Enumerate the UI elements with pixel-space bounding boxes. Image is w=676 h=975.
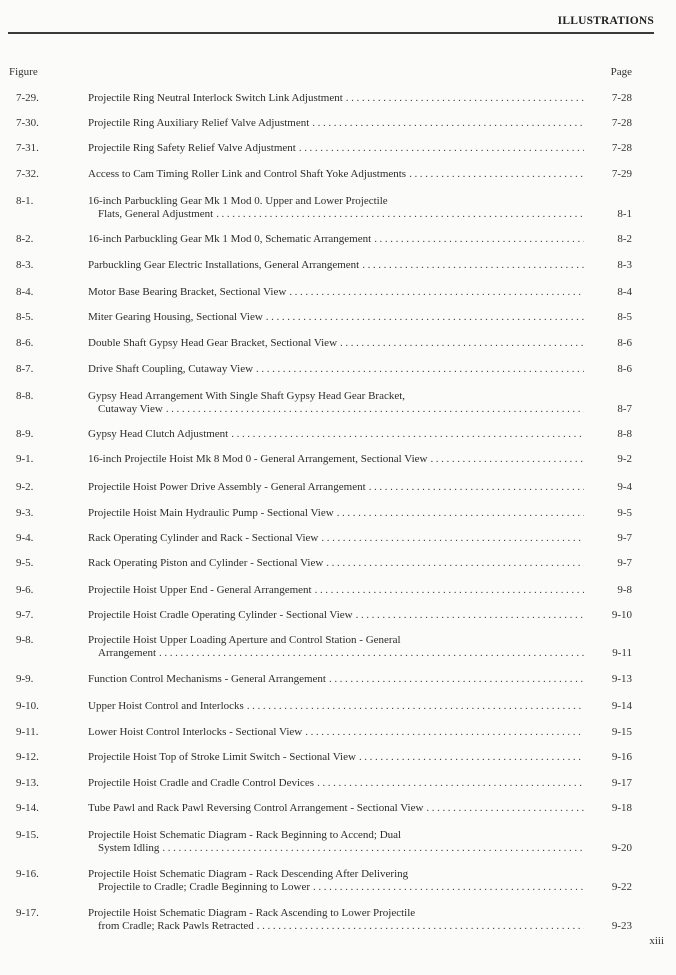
title-line bbox=[88, 842, 584, 855]
figure-title bbox=[88, 92, 584, 105]
figure-number: 9-10. bbox=[16, 700, 39, 712]
title-text: Projectile Hoist Upper End - General Arrangement bbox=[88, 584, 312, 596]
title-line bbox=[88, 700, 584, 713]
title-line bbox=[88, 311, 584, 324]
title-text: Flats, General Adjustment bbox=[98, 208, 214, 220]
page-reference: 9-13 bbox=[611, 673, 632, 685]
title-line bbox=[88, 634, 584, 647]
figure-title bbox=[88, 117, 584, 130]
title-line bbox=[88, 557, 584, 570]
title-line bbox=[88, 829, 584, 842]
title-line bbox=[88, 453, 584, 466]
title-line bbox=[88, 390, 584, 403]
title-line bbox=[88, 195, 584, 208]
page-reference: 8-8 bbox=[617, 428, 632, 440]
title-line bbox=[88, 881, 584, 894]
figure-title bbox=[88, 532, 584, 545]
dot-leader bbox=[430, 453, 584, 466]
figure-number: 7-29. bbox=[16, 92, 39, 104]
figure-number: 8-7. bbox=[16, 363, 34, 375]
title-line bbox=[88, 673, 584, 686]
figure-title bbox=[88, 907, 584, 933]
title-line bbox=[88, 907, 584, 920]
page-reference: 8-4 bbox=[617, 286, 632, 298]
dot-leader bbox=[317, 777, 584, 790]
figure-number: 8-4. bbox=[16, 286, 34, 298]
figure-title bbox=[88, 557, 584, 570]
page-reference: 8-7 bbox=[617, 403, 632, 415]
page-reference: 9-15 bbox=[611, 726, 632, 738]
title-text: 16-inch Parbuckling Gear Mk 1 Mod 0, Schematic Arrangement bbox=[88, 233, 372, 245]
page-reference: 9-22 bbox=[611, 881, 632, 893]
figure-title bbox=[88, 195, 584, 221]
title-line bbox=[88, 117, 584, 130]
page-reference: 9-14 bbox=[611, 700, 632, 712]
page-reference: 7-29 bbox=[611, 168, 632, 180]
title-text: Cutaway View bbox=[98, 403, 163, 415]
column-header-figure: Figure bbox=[9, 66, 38, 78]
title-text: Projectile Hoist Cradle Operating Cylinder - Sectional View bbox=[88, 609, 353, 621]
dot-leader bbox=[337, 507, 584, 520]
figure-title bbox=[88, 507, 584, 520]
title-line bbox=[88, 532, 584, 545]
dot-leader bbox=[162, 842, 584, 855]
figure-title bbox=[88, 337, 584, 350]
title-text: Tube Pawl and Rack Pawl Reversing Control Arrangement - Sectional View bbox=[88, 802, 424, 814]
page-reference: 9-2 bbox=[617, 453, 632, 465]
title-text: Double Shaft Gypsy Head Gear Bracket, Sectional View bbox=[88, 337, 338, 349]
figure-title bbox=[88, 168, 584, 181]
title-line bbox=[88, 647, 584, 660]
page-reference: 9-17 bbox=[611, 777, 632, 789]
figure-number: 9-11. bbox=[16, 726, 39, 738]
dot-leader bbox=[426, 802, 584, 815]
title-text: Gypsy Head Arrangement With Single Shaft Gypsy Head Gear Bracket, bbox=[88, 390, 406, 402]
title-text: 16-inch Parbuckling Gear Mk 1 Mod 0. Upper and Lower Projectile bbox=[88, 195, 388, 207]
dot-leader bbox=[256, 363, 584, 376]
page-reference: 8-2 bbox=[617, 233, 632, 245]
title-text: Parbuckling Gear Electric Installations, General Arrangement bbox=[88, 259, 360, 271]
title-line bbox=[88, 428, 584, 441]
dot-leader bbox=[369, 481, 584, 494]
figure-title bbox=[88, 726, 584, 739]
title-text: Access to Cam Timing Roller Link and Control Shaft Yoke Adjustments bbox=[88, 168, 407, 180]
figure-number: 9-12. bbox=[16, 751, 39, 763]
title-text: Arrangement bbox=[98, 647, 157, 659]
page-reference: 9-16 bbox=[611, 751, 632, 763]
figure-number: 8-3. bbox=[16, 259, 34, 271]
page-reference: 9-20 bbox=[611, 842, 632, 854]
figure-number: 7-30. bbox=[16, 117, 39, 129]
figure-number: 9-4. bbox=[16, 532, 34, 544]
dot-leader bbox=[340, 337, 584, 350]
title-line bbox=[88, 584, 584, 597]
title-text: Projectile Hoist Top of Stroke Limit Switch - Sectional View bbox=[88, 751, 356, 763]
figure-title bbox=[88, 390, 584, 416]
title-line bbox=[88, 481, 584, 494]
dot-leader bbox=[231, 428, 584, 441]
dot-leader bbox=[374, 233, 584, 246]
figure-number: 7-31. bbox=[16, 142, 39, 154]
title-line bbox=[88, 920, 584, 933]
figure-number: 9-15. bbox=[16, 829, 39, 841]
title-text: Lower Hoist Control Interlocks - Sectional View bbox=[88, 726, 303, 738]
page-reference: 9-11 bbox=[612, 647, 632, 659]
figure-title bbox=[88, 363, 584, 376]
figure-title bbox=[88, 751, 584, 764]
title-line bbox=[88, 337, 584, 350]
title-text: Projectile Hoist Main Hydraulic Pump - Sectional View bbox=[88, 507, 334, 519]
title-text: Projectile Hoist Schematic Diagram - Rack Beginning to Accend; Dual bbox=[88, 829, 402, 841]
page-reference: 9-5 bbox=[617, 507, 632, 519]
figure-title bbox=[88, 777, 584, 790]
dot-leader bbox=[305, 726, 584, 739]
page-reference: 7-28 bbox=[611, 142, 632, 154]
title-line bbox=[88, 507, 584, 520]
dot-leader bbox=[315, 584, 584, 597]
dot-leader bbox=[247, 700, 584, 713]
header-rule bbox=[8, 32, 654, 34]
figure-title bbox=[88, 609, 584, 622]
title-line bbox=[88, 726, 584, 739]
dot-leader bbox=[329, 673, 584, 686]
page-reference: 8-6 bbox=[617, 337, 632, 349]
figure-number: 9-7. bbox=[16, 609, 34, 621]
dot-leader bbox=[409, 168, 584, 181]
page-reference: 8-5 bbox=[617, 311, 632, 323]
title-line bbox=[88, 286, 584, 299]
title-text: Projectile Ring Safety Relief Valve Adjustment bbox=[88, 142, 296, 154]
title-line bbox=[88, 233, 584, 246]
figure-number: 9-16. bbox=[16, 868, 39, 880]
title-line bbox=[88, 802, 584, 815]
figure-title bbox=[88, 453, 584, 466]
figure-number: 8-5. bbox=[16, 311, 34, 323]
title-line bbox=[88, 777, 584, 790]
dot-leader bbox=[326, 557, 584, 570]
figure-number: 9-5. bbox=[16, 557, 34, 569]
figure-title bbox=[88, 829, 584, 855]
figure-title bbox=[88, 868, 584, 894]
figure-title bbox=[88, 428, 584, 441]
figure-title bbox=[88, 286, 584, 299]
title-text: from Cradle; Rack Pawls Retracted bbox=[98, 920, 254, 932]
figure-title bbox=[88, 700, 584, 713]
title-text: Rack Operating Cylinder and Rack - Sectional View bbox=[88, 532, 319, 544]
page-reference: 8-1 bbox=[617, 208, 632, 220]
title-text: Gypsy Head Clutch Adjustment bbox=[88, 428, 229, 440]
figure-number: 8-6. bbox=[16, 337, 34, 349]
figure-number: 9-3. bbox=[16, 507, 34, 519]
figure-title bbox=[88, 584, 584, 597]
title-line bbox=[88, 92, 584, 105]
title-line bbox=[88, 868, 584, 881]
figure-number: 9-9. bbox=[16, 673, 34, 685]
dot-leader bbox=[257, 920, 584, 933]
figure-number: 9-8. bbox=[16, 634, 34, 646]
figure-title bbox=[88, 142, 584, 155]
title-text: 16-inch Projectile Hoist Mk 8 Mod 0 - General Arrangement, Sectional View bbox=[88, 453, 428, 465]
figure-number: 7-32. bbox=[16, 168, 39, 180]
dot-leader bbox=[362, 259, 584, 272]
figure-title bbox=[88, 311, 584, 324]
title-line bbox=[88, 751, 584, 764]
title-line bbox=[88, 363, 584, 376]
dot-leader bbox=[289, 286, 584, 299]
title-text: Rack Operating Piston and Cylinder - Sectional View bbox=[88, 557, 324, 569]
dot-leader bbox=[216, 208, 584, 221]
title-text: Projectile Hoist Schematic Diagram - Rack Ascending to Lower Projectile bbox=[88, 907, 416, 919]
dot-leader bbox=[159, 647, 584, 660]
page-reference: 9-10 bbox=[611, 609, 632, 621]
title-text: Projectile Hoist Power Drive Assembly - General Arrangement bbox=[88, 481, 366, 493]
dot-leader bbox=[356, 609, 584, 622]
figure-number: 8-9. bbox=[16, 428, 34, 440]
dot-leader bbox=[166, 403, 584, 416]
page-reference: 9-18 bbox=[611, 802, 632, 814]
figure-number: 8-2. bbox=[16, 233, 34, 245]
dot-leader bbox=[313, 881, 584, 894]
title-line bbox=[88, 259, 584, 272]
title-text: Projectile Hoist Schematic Diagram - Rack Descending After Delivering bbox=[88, 868, 409, 880]
page-reference: 7-28 bbox=[611, 92, 632, 104]
page-number: xiii bbox=[649, 935, 664, 947]
title-text: Projectile Hoist Upper Loading Aperture and Control Station - General bbox=[88, 634, 401, 646]
dot-leader bbox=[266, 311, 584, 324]
page-reference: 9-8 bbox=[617, 584, 632, 596]
dot-leader bbox=[346, 92, 584, 105]
column-header-page: Page bbox=[610, 66, 632, 78]
title-line bbox=[88, 168, 584, 181]
title-text: Function Control Mechanisms - General Arrangement bbox=[88, 673, 326, 685]
page-reference: 9-23 bbox=[611, 920, 632, 932]
page-reference: 7-28 bbox=[611, 117, 632, 129]
title-line bbox=[88, 208, 584, 221]
title-line bbox=[88, 403, 584, 416]
figure-title bbox=[88, 634, 584, 660]
title-text: Projectile Hoist Cradle and Cradle Control Devices bbox=[88, 777, 315, 789]
title-text: System Idling bbox=[98, 842, 160, 854]
figure-number: 8-8. bbox=[16, 390, 34, 402]
page-reference: 9-7 bbox=[617, 532, 632, 544]
title-text: Miter Gearing Housing, Sectional View bbox=[88, 311, 263, 323]
page-reference: 9-4 bbox=[617, 481, 632, 493]
title-text: Projectile to Cradle; Cradle Beginning to Lower bbox=[98, 881, 311, 893]
page-reference: 8-3 bbox=[617, 259, 632, 271]
dot-leader bbox=[299, 142, 584, 155]
title-text: Drive Shaft Coupling, Cutaway View bbox=[88, 363, 254, 375]
dot-leader bbox=[321, 532, 584, 545]
figure-number: 9-2. bbox=[16, 481, 34, 493]
title-line bbox=[88, 609, 584, 622]
figure-title bbox=[88, 673, 584, 686]
figure-number: 9-6. bbox=[16, 584, 34, 596]
title-text: Upper Hoist Control and Interlocks bbox=[88, 700, 244, 712]
title-text: Projectile Ring Auxiliary Relief Valve Adjustment bbox=[88, 117, 310, 129]
dot-leader bbox=[312, 117, 584, 130]
figure-number: 8-1. bbox=[16, 195, 34, 207]
page-reference: 9-7 bbox=[617, 557, 632, 569]
figure-title bbox=[88, 481, 584, 494]
page-reference: 8-6 bbox=[617, 363, 632, 375]
figure-title bbox=[88, 802, 584, 815]
figure-number: 9-1. bbox=[16, 453, 34, 465]
figure-number: 9-14. bbox=[16, 802, 39, 814]
title-text: Motor Base Bearing Bracket, Sectional View bbox=[88, 286, 287, 298]
figure-title bbox=[88, 233, 584, 246]
page-header-title: ILLUSTRATIONS bbox=[557, 15, 654, 27]
title-line bbox=[88, 142, 584, 155]
figure-title bbox=[88, 259, 584, 272]
figure-number: 9-13. bbox=[16, 777, 39, 789]
figure-number: 9-17. bbox=[16, 907, 39, 919]
title-text: Projectile Ring Neutral Interlock Switch Link Adjustment bbox=[88, 92, 343, 104]
dot-leader bbox=[359, 751, 584, 764]
